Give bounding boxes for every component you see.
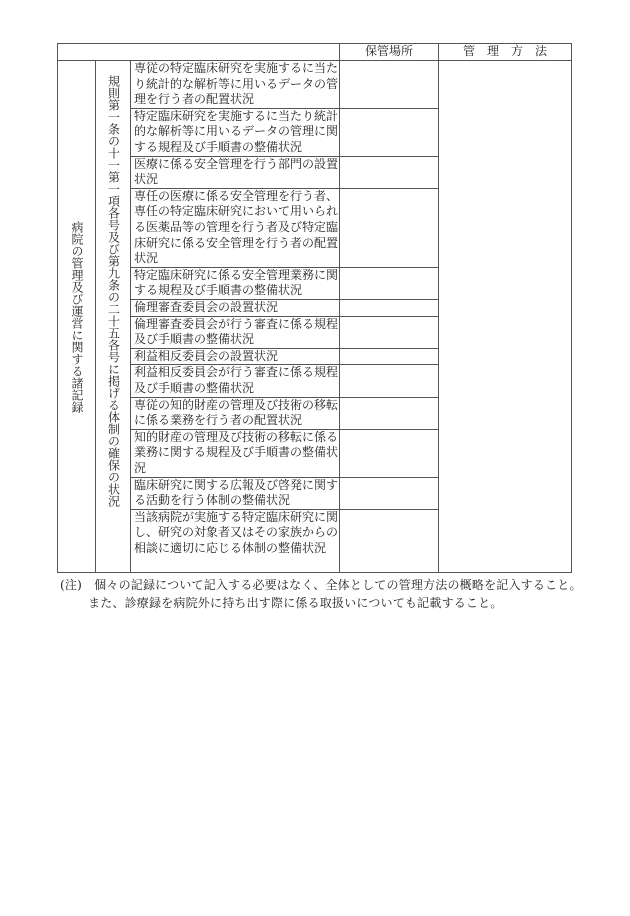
item-label: 利益相反委員会の設置状況 bbox=[131, 348, 340, 365]
header-management-method: 管 理 方 法 bbox=[439, 44, 572, 61]
management-method-input[interactable] bbox=[439, 61, 572, 573]
document-body bbox=[57, 43, 582, 612]
storage-location-input[interactable] bbox=[340, 156, 439, 188]
storage-location-input[interactable] bbox=[340, 348, 439, 365]
item-label: 利益相反委員会が行う審査に係る規程及び手順書の整備状況 bbox=[131, 365, 340, 397]
item-label: 倫理審査委員会の設置状況 bbox=[131, 299, 340, 316]
item-label: 専従の特定臨床研究を実施するに当たり統計的な解析等に用いるデータの管理を行う者の配置状況 bbox=[131, 61, 340, 109]
subgroup-label: 規則第一条の十一第一項各号及び第九条の二十五各号に掲げる体制の確保の状況 bbox=[106, 75, 121, 507]
storage-location-input[interactable] bbox=[340, 509, 439, 572]
storage-location-input[interactable] bbox=[340, 397, 439, 429]
table-row bbox=[58, 61, 572, 109]
item-label: 専従の知的財産の管理及び技術の移転に係る業務を行う者の配置状況 bbox=[131, 397, 340, 429]
storage-location-input[interactable] bbox=[340, 477, 439, 509]
header-storage-location: 保管場所 bbox=[340, 44, 439, 61]
item-label: 医療に係る安全管理を行う部門の設置状況 bbox=[131, 156, 340, 188]
item-label: 臨床研究に関する広報及び啓発に関する活動を行う体制の整備状況 bbox=[131, 477, 340, 509]
header-row bbox=[58, 44, 572, 61]
note-line-2: また、診療録を病院外に持ち出す際に係る取扱いについても記載すること。 bbox=[88, 596, 503, 611]
storage-location-input[interactable] bbox=[340, 61, 439, 109]
item-label: 特定臨床研究に係る安全管理業務に関する規程及び手順書の整備状況 bbox=[131, 267, 340, 299]
records-table bbox=[57, 43, 572, 573]
group-label: 病院の管理及び運営に関する諸記録 bbox=[70, 220, 84, 413]
item-label: 知的財産の管理及び技術の移転に係る業務に関する規程及び手順書の整備状況 bbox=[131, 429, 340, 477]
item-label: 専任の医療に係る安全管理を行う者、専任の特定臨床研究において用いられる医薬品等の管理を行う者及び特定臨床研究に係る安全管理を行う者の配置状況 bbox=[131, 188, 340, 267]
storage-location-input[interactable] bbox=[340, 365, 439, 397]
item-label: 特定臨床研究を実施するに当たり統計的な解析等に用いるデータの管理に関する規程及び手順書の整備状況 bbox=[131, 108, 340, 156]
subgroup-label-cell bbox=[96, 61, 131, 573]
group-label-cell bbox=[58, 61, 96, 573]
storage-location-input[interactable] bbox=[340, 429, 439, 477]
item-label: 当該病院が実施する特定臨床研究に関し、研究の対象者又はその家族からの相談に適切に応じる体制の整備状況 bbox=[131, 509, 340, 572]
note-line-1: (注) 個々の記録について記入する必要はなく、全体としての管理方法の概略を記入すること。 bbox=[60, 578, 582, 593]
storage-location-input[interactable] bbox=[340, 267, 439, 299]
storage-location-input[interactable] bbox=[340, 316, 439, 348]
storage-location-input[interactable] bbox=[340, 188, 439, 267]
item-label: 倫理審査委員会が行う審査に係る規程及び手順書の整備状況 bbox=[131, 316, 340, 348]
storage-location-input[interactable] bbox=[340, 108, 439, 156]
header-blank bbox=[58, 44, 340, 61]
storage-location-input[interactable] bbox=[340, 299, 439, 316]
